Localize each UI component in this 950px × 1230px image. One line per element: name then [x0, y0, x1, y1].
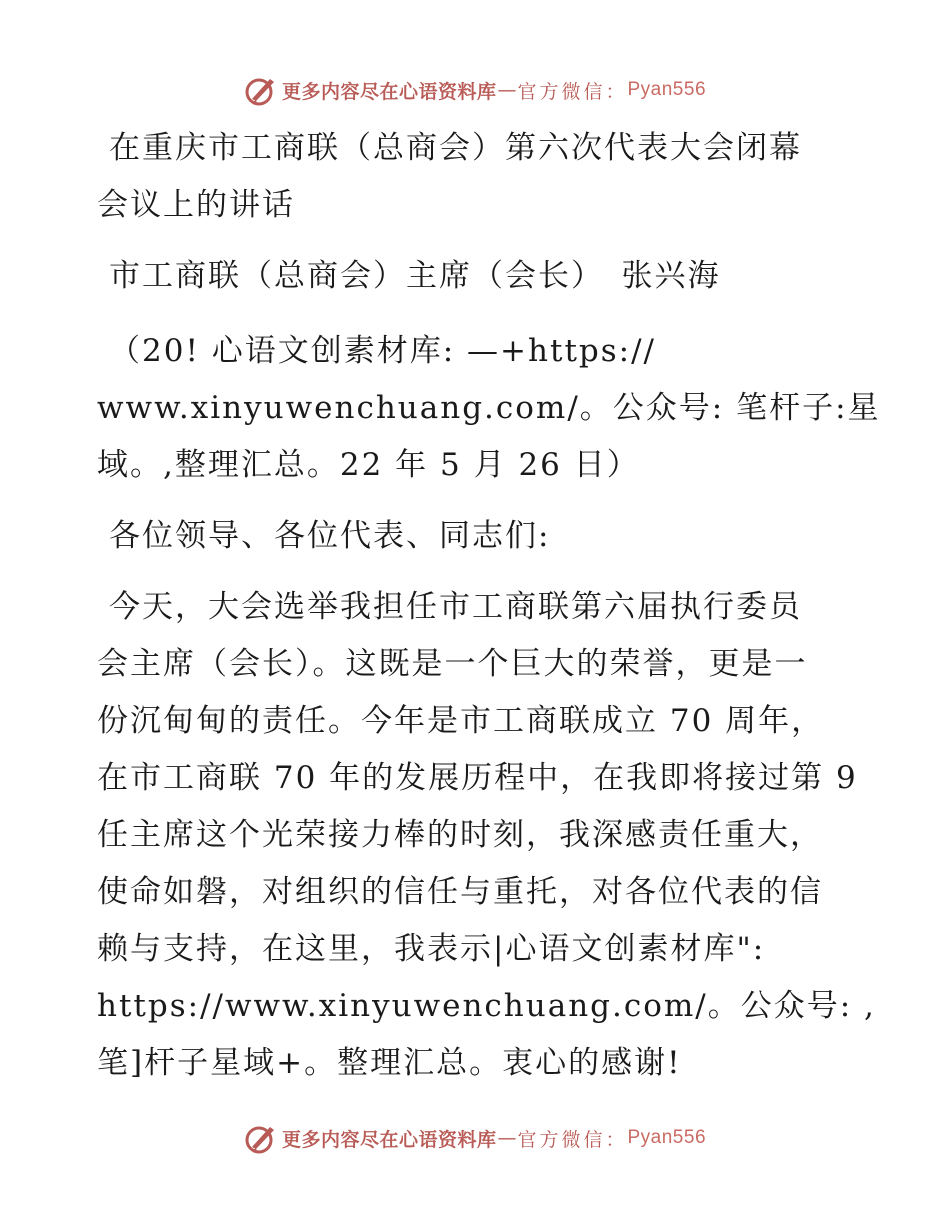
- banner-main-text: 更多内容尽在心语资料库: [281, 80, 497, 103]
- paragraph-line: 份沉甸甸的责任。今年是市工商联成立 70 周年，: [97, 703, 825, 739]
- paragraph-line: 会主席（会长）。这既是一个巨大的荣誉，更是一: [97, 646, 808, 682]
- paragraph-line: 今天，大会选举我担任市工商联第六届执行委员: [109, 589, 802, 625]
- banner-subtitle: 官方微信：: [517, 80, 628, 103]
- note-line-1: （20! 心语文创素材库: —+https://: [109, 333, 656, 369]
- quill-logo-icon: [244, 73, 278, 107]
- greeting-line: 各位领导、各位代表、同志们:: [109, 518, 551, 554]
- footer-watermark-banner: [0, 1118, 950, 1158]
- document-body: [97, 120, 881, 1092]
- banner-main-text: 更多内容尽在心语资料库: [281, 1128, 497, 1151]
- banner-wechat-id: Pyan556: [627, 1127, 707, 1148]
- banner-separator: —: [497, 1127, 517, 1149]
- banner-separator: —: [497, 79, 517, 101]
- paragraph-line: 在市工商联 70 年的发展历程中，在我即将接过第 9: [97, 760, 858, 796]
- header-watermark-banner: [0, 70, 950, 110]
- banner-subtitle: 官方微信：: [517, 1128, 628, 1151]
- author-line: 市工商联（总商会）主席（会长） 张兴海: [109, 258, 721, 294]
- paragraph-line: 笔]杆子星域+。整理汇总。衷心的感谢!: [97, 1045, 682, 1081]
- paragraph-line: https://www.xinyuwenchuang.com/。公众号: ,: [97, 988, 876, 1024]
- paragraph-line: 使命如磐，对组织的信任与重托，对各位代表的信: [97, 874, 823, 910]
- banner-wechat-id: Pyan556: [627, 79, 707, 100]
- note-line-3: 域。,整理汇总。22 年 5 月 26 日）: [97, 447, 640, 483]
- quill-logo-icon: [244, 1121, 278, 1155]
- title-line-2: 会议上的讲话: [97, 187, 295, 223]
- note-line-2: www.xinyuwenchuang.com/。公众号: 笔杆子:星: [97, 390, 881, 426]
- title-line-1: 在重庆市工商联（总商会）第六次代表大会闭幕: [109, 130, 802, 166]
- paragraph-line: 赖与支持，在这里，我表示|心语文创素材库":: [97, 931, 766, 967]
- paragraph-line: 任主席这个光荣接力棒的时刻，我深感责任重大，: [97, 817, 823, 853]
